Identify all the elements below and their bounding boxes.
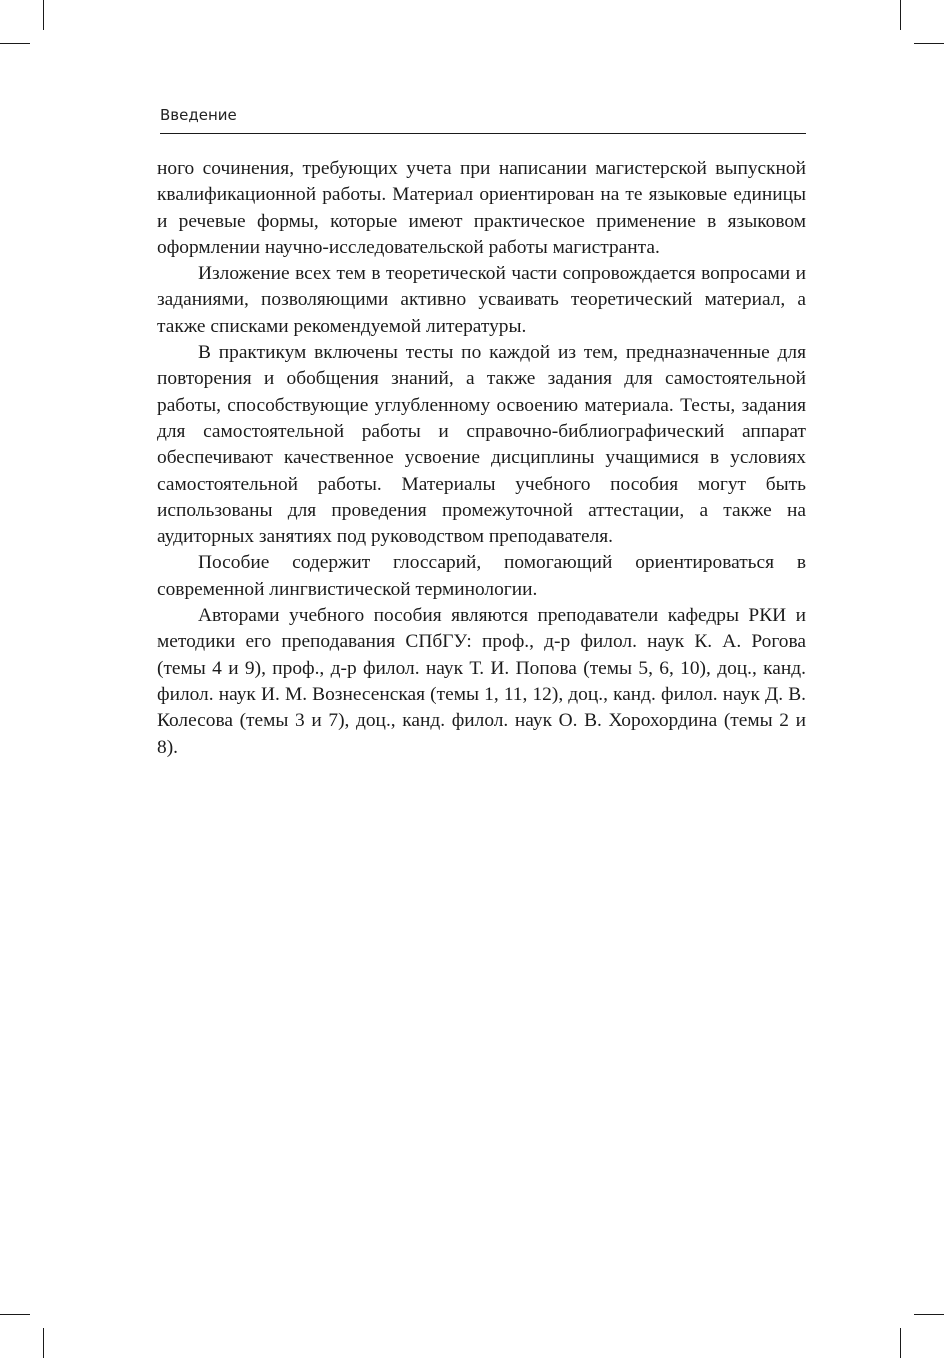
paragraph: ного сочинения, требующих учета при написании магистерской выпускной квалификационной работы. Материал ориентирован на те языковые единицы и речевые формы, которые имеют практическое применение в языковом оформлении научно-исследовательской работы магистранта.	[157, 158, 806, 258]
paragraph: Авторами учебного пособия являются преподаватели кафедры РКИ и методики его преподавания СПбГУ: проф., д-р филол. наук К. А. Рогова (темы 4 и 9), проф., д-р филол. наук Т. И. Попова (темы 5, 6, 10), доц., канд. филол. наук И. М. Вознесенская (темы 1, 11, 12), доц., канд. филол. наук Д. В. Колесова (темы 3 и 7), доц., канд. филол. наук О. В. Хорохордина (темы 2 и 8).	[157, 605, 806, 758]
body-text	[157, 156, 806, 761]
crop-mark-bottom-right-horizontal	[914, 1314, 944, 1315]
crop-mark-bottom-left-vertical	[43, 1328, 44, 1358]
paragraph: Пособие содержит глоссарий, помогающий ориентироваться в современной лингвистической терминологии.	[157, 552, 806, 600]
crop-mark-bottom-left-horizontal	[0, 1314, 30, 1315]
running-header-title: Введение	[160, 106, 237, 124]
crop-mark-top-left-horizontal	[0, 43, 30, 44]
crop-mark-top-right-vertical	[900, 0, 901, 30]
running-header	[160, 104, 806, 134]
crop-mark-top-left-vertical	[43, 0, 44, 30]
paragraph: В практикум включены тесты по каждой из тем, предназначенные для повторения и обобщения знаний, а также задания для самостоятельной работы, способствующие углубленному освоению материала. Тесты, задания для самостоятельной работы и справочно-библиографический аппарат обеспечивают качественное усвоение дисциплины учащимися в условиях самостоятельной работы. Материалы учебного пособия могут быть использованы для проведения промежуточной аттестации, а также на аудиторных занятиях под руководством преподавателя.	[157, 342, 806, 548]
crop-mark-top-right-horizontal	[914, 43, 944, 44]
crop-mark-bottom-right-vertical	[900, 1328, 901, 1358]
paragraph: Изложение всех тем в теоретической части сопровождается вопросами и заданиями, позволяющими активно усваивать теоретический материал, а также списками рекомендуемой литературы.	[157, 263, 806, 337]
